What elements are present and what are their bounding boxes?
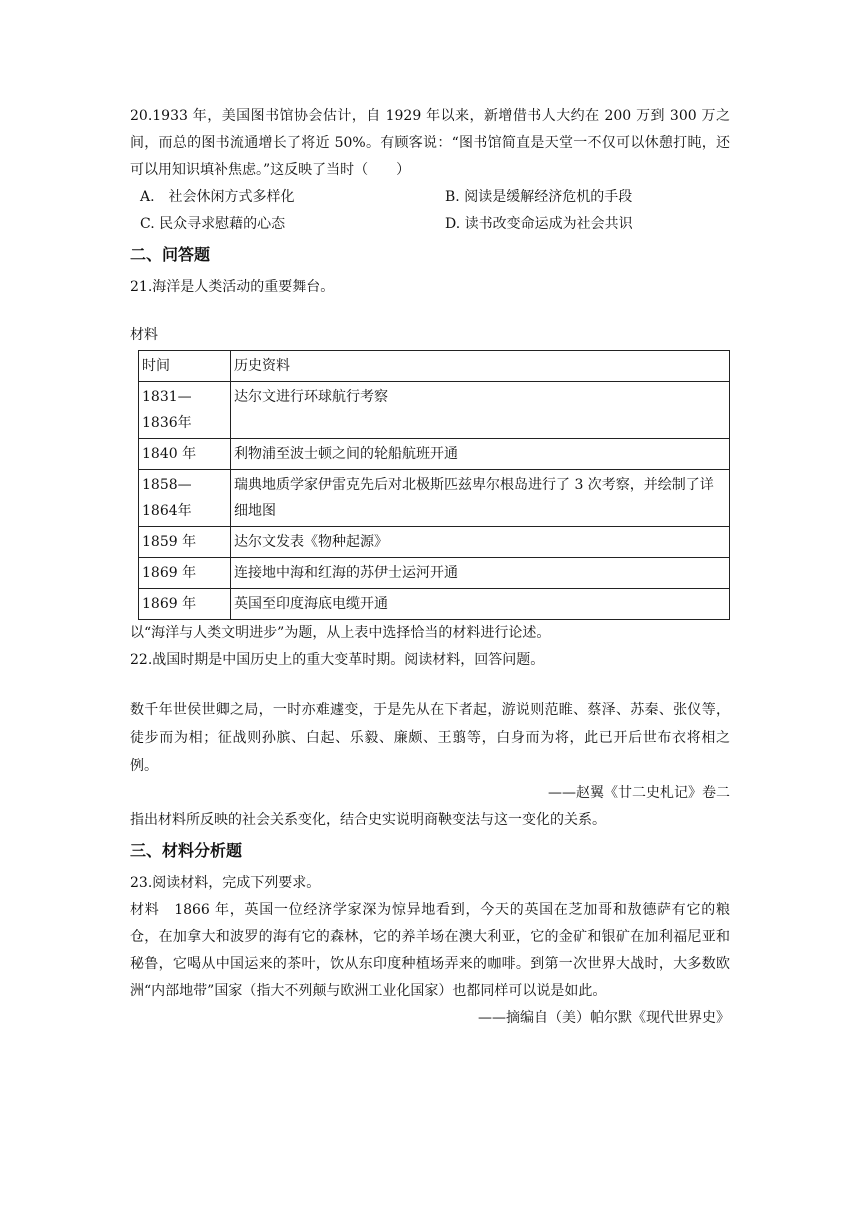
table-cell-time: 1831—1836年 [139, 382, 231, 439]
material-caption: 材料 [130, 327, 158, 343]
table-row [139, 439, 730, 470]
question-22-source: ——赵翼《廿二史札记》卷二 [548, 785, 730, 801]
table-cell-event: 连接地中海和红海的苏伊士运河开通 [231, 558, 730, 589]
table-cell-event: 利物浦至波士顿之间的轮船航班开通 [231, 439, 730, 470]
question-23-material: 材料 1866 年，英国一位经济学家深为惊异地看到，今天的英国在芝加哥和敖德萨有它的粮仓，在加拿大和波罗的海有它的森林，它的养羊场在澳大利亚，它的金矿和银矿在加利福尼亚和秘鲁，它喝从中国运来的茶叶，饮从东印度种植场弄来的咖啡。到第一次世界大战时，大多数欧洲“内部地带”国家（指大不列颠与欧洲工业化国家）也都同样可以说是如此。 [130, 902, 730, 999]
table-header-row [139, 351, 730, 382]
option-b: B. 阅读是缓解经济危机的手段 [445, 189, 633, 205]
question-21-task: 以“海洋与人类文明进步”为题，从上表中选择恰当的材料进行论述。 [130, 625, 551, 641]
table-cell-time: 1858—1864年 [139, 470, 231, 527]
question-22-material: 数千年世侯世卿之局，一时亦难遽变，于是先从在下者起，游说则范睢、蔡泽、苏秦、张仪等，徒步而为相；征战则孙膑、白起、乐毅、廉颇、王翦等，白身而为将，此已开后世布衣将相之例。 [130, 702, 730, 774]
table-row [139, 558, 730, 589]
material-table [138, 350, 730, 620]
table-cell-time: 1869 年 [139, 558, 231, 589]
table-header-material: 历史资料 [231, 351, 730, 382]
table-cell-time: 1869 年 [139, 589, 231, 620]
table-cell-event: 达尔文发表《物种起源》 [231, 527, 730, 558]
table-cell-time: 1859 年 [139, 527, 231, 558]
option-d: D. 读书改变命运成为社会共识 [445, 216, 633, 232]
section-heading-qa: 二、问答题 [130, 245, 211, 264]
question-21-stem: 21.海洋是人类活动的重要舞台。 [130, 279, 335, 295]
spacer [130, 674, 730, 696]
table-cell-event: 达尔文进行环球航行考察 [231, 382, 730, 439]
option-a: A. 社会休闲方式多样化 [140, 189, 295, 205]
table-row [139, 589, 730, 620]
question-20-options [140, 184, 730, 238]
table-header-time: 时间 [139, 351, 231, 382]
section-heading-material-analysis: 三、材料分析题 [130, 841, 243, 860]
question-20-stem: 20.1933 年，美国图书馆协会估计，自 1929 年以来，新增借书人大约在 200 万到 300 万之间，而总的图书流通增长了将近 50%。有顾客说：“图书馆简直是天堂一不仅可以休憩打盹，还可以用知识填补焦虑。”这反映了当时（ ） [130, 108, 730, 178]
question-23-source: ——摘编自（美）帕尔默《现代世界史》 [478, 1010, 730, 1026]
question-23-stem: 23.阅读材料，完成下列要求。 [130, 875, 321, 891]
table-cell-event: 瑞典地质学家伊雷克先后对北极斯匹兹卑尔根岛进行了 3 次考察，并绘制了详细地图 [231, 470, 730, 527]
table-cell-event: 英国至印度海底电缆开通 [231, 589, 730, 620]
table-row [139, 527, 730, 558]
question-22-task: 指出材料所反映的社会关系变化，结合史实说明商鞅变法与这一变化的关系。 [130, 812, 606, 828]
spacer [130, 301, 730, 323]
table-row [139, 470, 730, 527]
table-row [139, 382, 730, 439]
option-c: C. 民众寻求慰藉的心态 [140, 216, 286, 232]
question-22-stem: 22.战国时期是中国历史上的重大变革时期。阅读材料，回答问题。 [130, 652, 545, 668]
table-cell-time: 1840 年 [139, 439, 231, 470]
document-content [130, 103, 730, 1032]
